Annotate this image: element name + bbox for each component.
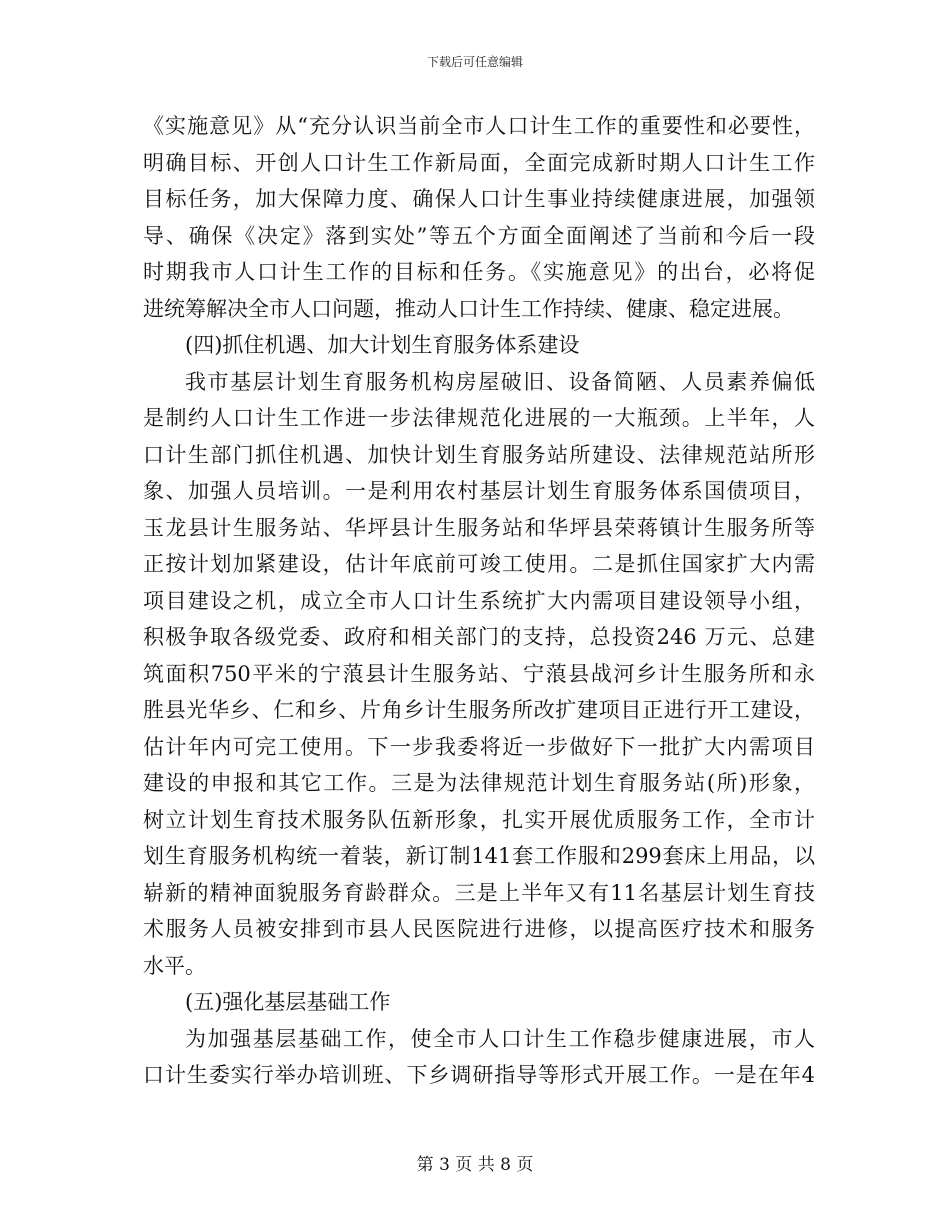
text-line: 树立计划生育技术服务队伍新形象，扎实开展优质服务工作，全市计	[143, 807, 815, 832]
text-line: 划生育服务机构统一着装，新订制141套工作服和299套床上用品，以	[143, 844, 815, 868]
text-line: 正按计划加紧建设，估计年底前可竣工使用。二是抓住国家扩大内需	[143, 552, 815, 576]
paragraph-grassroots-work	[143, 1021, 815, 1094]
section-heading-4: (四)抓住机遇、加大计划生育服务体系建设	[185, 333, 580, 357]
text-line: 我市基层计划生育服务机构房屋破旧、设备简陋、人员素养偏低	[185, 369, 815, 394]
text-line: 胜县光华乡、仁和乡、片角乡计生服务所改扩建项目正进行开工建设，	[143, 698, 815, 722]
text-line: 崭新的精神面貌服务育龄群众。三是上半年又有11名基层计划生育技	[143, 880, 815, 905]
document-body	[143, 108, 815, 1094]
text-line: 玉龙县计生服务站、华坪县计生服务站和华坪县荣蒋镇计生服务所等	[143, 515, 815, 540]
text-line: 筑面积750平米的宁蒗县计生服务站、宁蒗县战河乡计生服务所和永	[143, 661, 815, 686]
text-line: 导、确保《决定》落到实处”等五个方面全面阐述了当前和今后一段	[143, 223, 815, 248]
text-line: 进统筹解决全市人口问题，推动人口计生工作持续、健康、稳定进展。	[143, 296, 794, 321]
text-line: 口计生委实行举办培训班、下乡调研指导等形式开展工作。一是在年4	[143, 1063, 815, 1087]
text-line: 明确目标、开创人口计生工作新局面，全面完成新时期人口计生工作	[143, 150, 815, 175]
text-line: 水平。	[143, 953, 206, 978]
page-header-note: 下载后可任意编辑	[426, 55, 523, 69]
text-line: 时期我市人口计生工作的目标和任务。《实施意见》的出台，必将促	[143, 260, 815, 284]
text-line: 是制约人口计生工作进一步法律规范化进展的一大瓶颈。上半年，人	[143, 406, 815, 430]
text-line: 象、加强人员培训。一是利用农村基层计划生育服务体系国债项目，	[143, 479, 815, 503]
text-line: 术服务人员被安排到市县人民医院进行进修，以提高医疗技术和服务	[143, 917, 815, 941]
text-line: 口计生部门抓住机遇、加快计划生育服务站所建设、法律规范站所形	[143, 442, 815, 467]
text-line: 估计年内可完工使用。下一步我委将近一步做好下一批扩大内需项目	[143, 734, 815, 759]
page-number-footer: 第 3 页 共 8 页	[416, 1155, 534, 1175]
text-line: 建设的申报和其它工作。三是为法律规范计划生育服务站(所)形象，	[143, 771, 815, 795]
text-line: 积极争取各级党委、政府和相关部门的支持，总投资246 万元、总建	[143, 625, 815, 649]
text-line: 为加强基层基础工作，使全市人口计生工作稳步健康进展，市人	[185, 1026, 815, 1051]
section-heading-5: (五)强化基层基础工作	[185, 990, 391, 1014]
text-line: 目标任务，加大保障力度、确保人口计生事业持续健康进展，加强领	[143, 187, 815, 211]
paragraph-implementation-opinion	[143, 108, 815, 327]
paragraph-service-system	[143, 364, 815, 985]
text-line: 项目建设之机，成立全市人口计生系统扩大内需项目建设领导小组，	[143, 588, 815, 613]
text-line: 《实施意见》从“充分认识当前全市人口计生工作的重要性和必要性，	[143, 114, 815, 138]
